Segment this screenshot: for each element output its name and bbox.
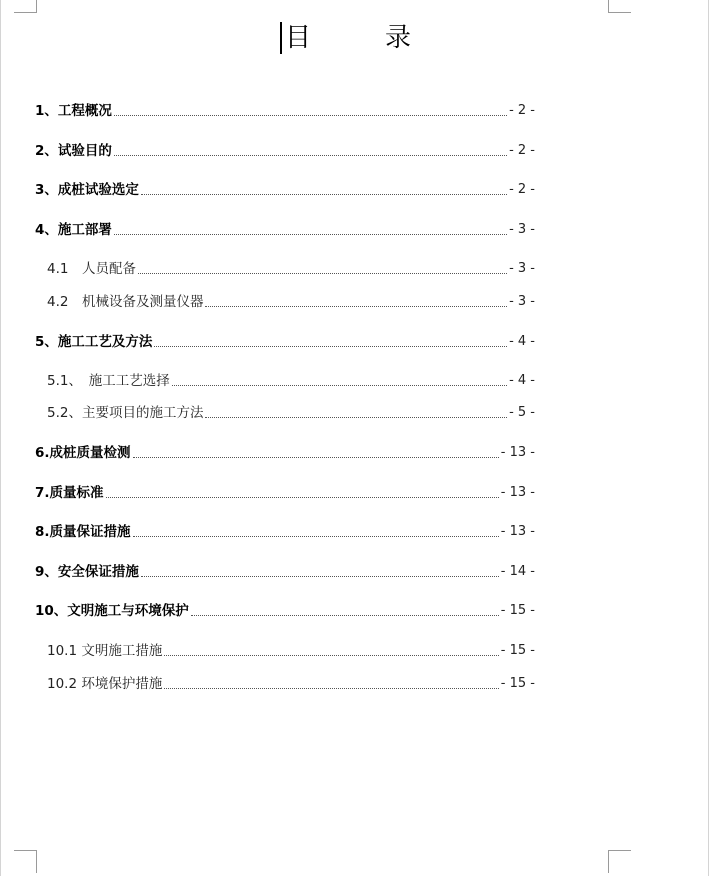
toc-entry-page-number: - 13 - [500,445,535,460]
toc-leader-dots [154,345,507,347]
toc-entry-page-number: - 3 - [509,222,535,237]
toc-entry-label: 4.2 机械设备及测量仪器 [47,294,204,310]
toc-entry-label: 8.质量保证措施 [35,524,131,540]
toc-entry-label: 10.1 文明施工措施 [47,643,163,659]
toc-entry-label: 10.2 环境保护措施 [47,676,163,692]
toc-leader-dots [141,193,507,195]
toc-leader-dots [172,384,507,386]
toc-leader-dots [205,416,507,418]
toc-entry-label: 5.2、主要项目的施工方法 [47,405,204,421]
toc-entry-page-number: - 15 - [500,643,535,658]
toc-entry-page-number: - 2 - [509,143,535,158]
toc-entry[interactable] [35,140,535,160]
toc-leader-dots [114,233,507,235]
toc-entry[interactable] [35,561,535,581]
toc-leader-dots [106,496,499,498]
toc-leader-dots [133,535,499,537]
toc-entry-page-number: - 15 - [500,676,535,691]
toc-entry-page-number: - 3 - [509,294,535,309]
toc-entry[interactable] [47,673,535,693]
toc-entry-label: 7.质量标准 [35,485,104,501]
toc-entry[interactable] [47,258,535,278]
toc-entry-page-number: - 2 - [509,103,535,118]
toc-entry[interactable] [47,370,535,390]
toc-leader-dots [114,154,507,156]
toc-entry[interactable] [35,521,535,541]
toc-entry-label: 2、试验目的 [35,143,112,159]
toc-entry[interactable] [35,219,535,239]
toc-leader-dots [164,654,498,656]
toc-entry[interactable] [35,331,535,351]
toc-entry[interactable] [35,179,535,199]
toc-title[interactable]: 目 录 [285,23,436,53]
toc-entry-label: 3、成桩试验选定 [35,182,139,198]
toc-entry-label: 9、安全保证措施 [35,564,139,580]
toc-entry-label: 5.1、 施工工艺选择 [47,373,170,389]
toc-entry[interactable] [35,100,535,120]
toc-entry-label: 4.1 人员配备 [47,261,136,277]
toc-leader-dots [191,614,499,616]
toc-entry-page-number: - 14 - [500,564,535,579]
toc-leader-dots [141,575,499,577]
toc-entry-page-number: - 3 - [509,261,535,276]
toc-leader-dots [138,272,507,274]
toc-entry-page-number: - 4 - [509,373,535,388]
toc-entry[interactable] [47,640,535,660]
toc-entry[interactable] [47,402,535,422]
toc-entry-page-number: - 13 - [500,485,535,500]
toc-leader-dots [133,456,499,458]
toc-entry-page-number: - 13 - [500,524,535,539]
toc-entry[interactable] [35,442,535,462]
toc-entry-page-number: - 2 - [509,182,535,197]
toc-entry-label: 1、工程概况 [35,103,112,119]
toc-leader-dots [114,114,507,116]
toc-entry-page-number: - 15 - [500,603,535,618]
toc-entry[interactable] [35,482,535,502]
toc-leader-dots [205,305,507,307]
toc-entry-label: 6.成桩质量检测 [35,445,131,461]
toc-entry-label: 4、施工部署 [35,222,112,238]
toc-entry-page-number: - 4 - [509,334,535,349]
toc-leader-dots [164,687,498,689]
toc-entry-page-number: - 5 - [509,405,535,420]
toc-entry[interactable] [47,291,535,311]
toc-entry-label: 5、施工工艺及方法 [35,334,153,350]
toc-entry-label: 10、文明施工与环境保护 [35,603,189,619]
toc-entry[interactable] [35,600,535,620]
